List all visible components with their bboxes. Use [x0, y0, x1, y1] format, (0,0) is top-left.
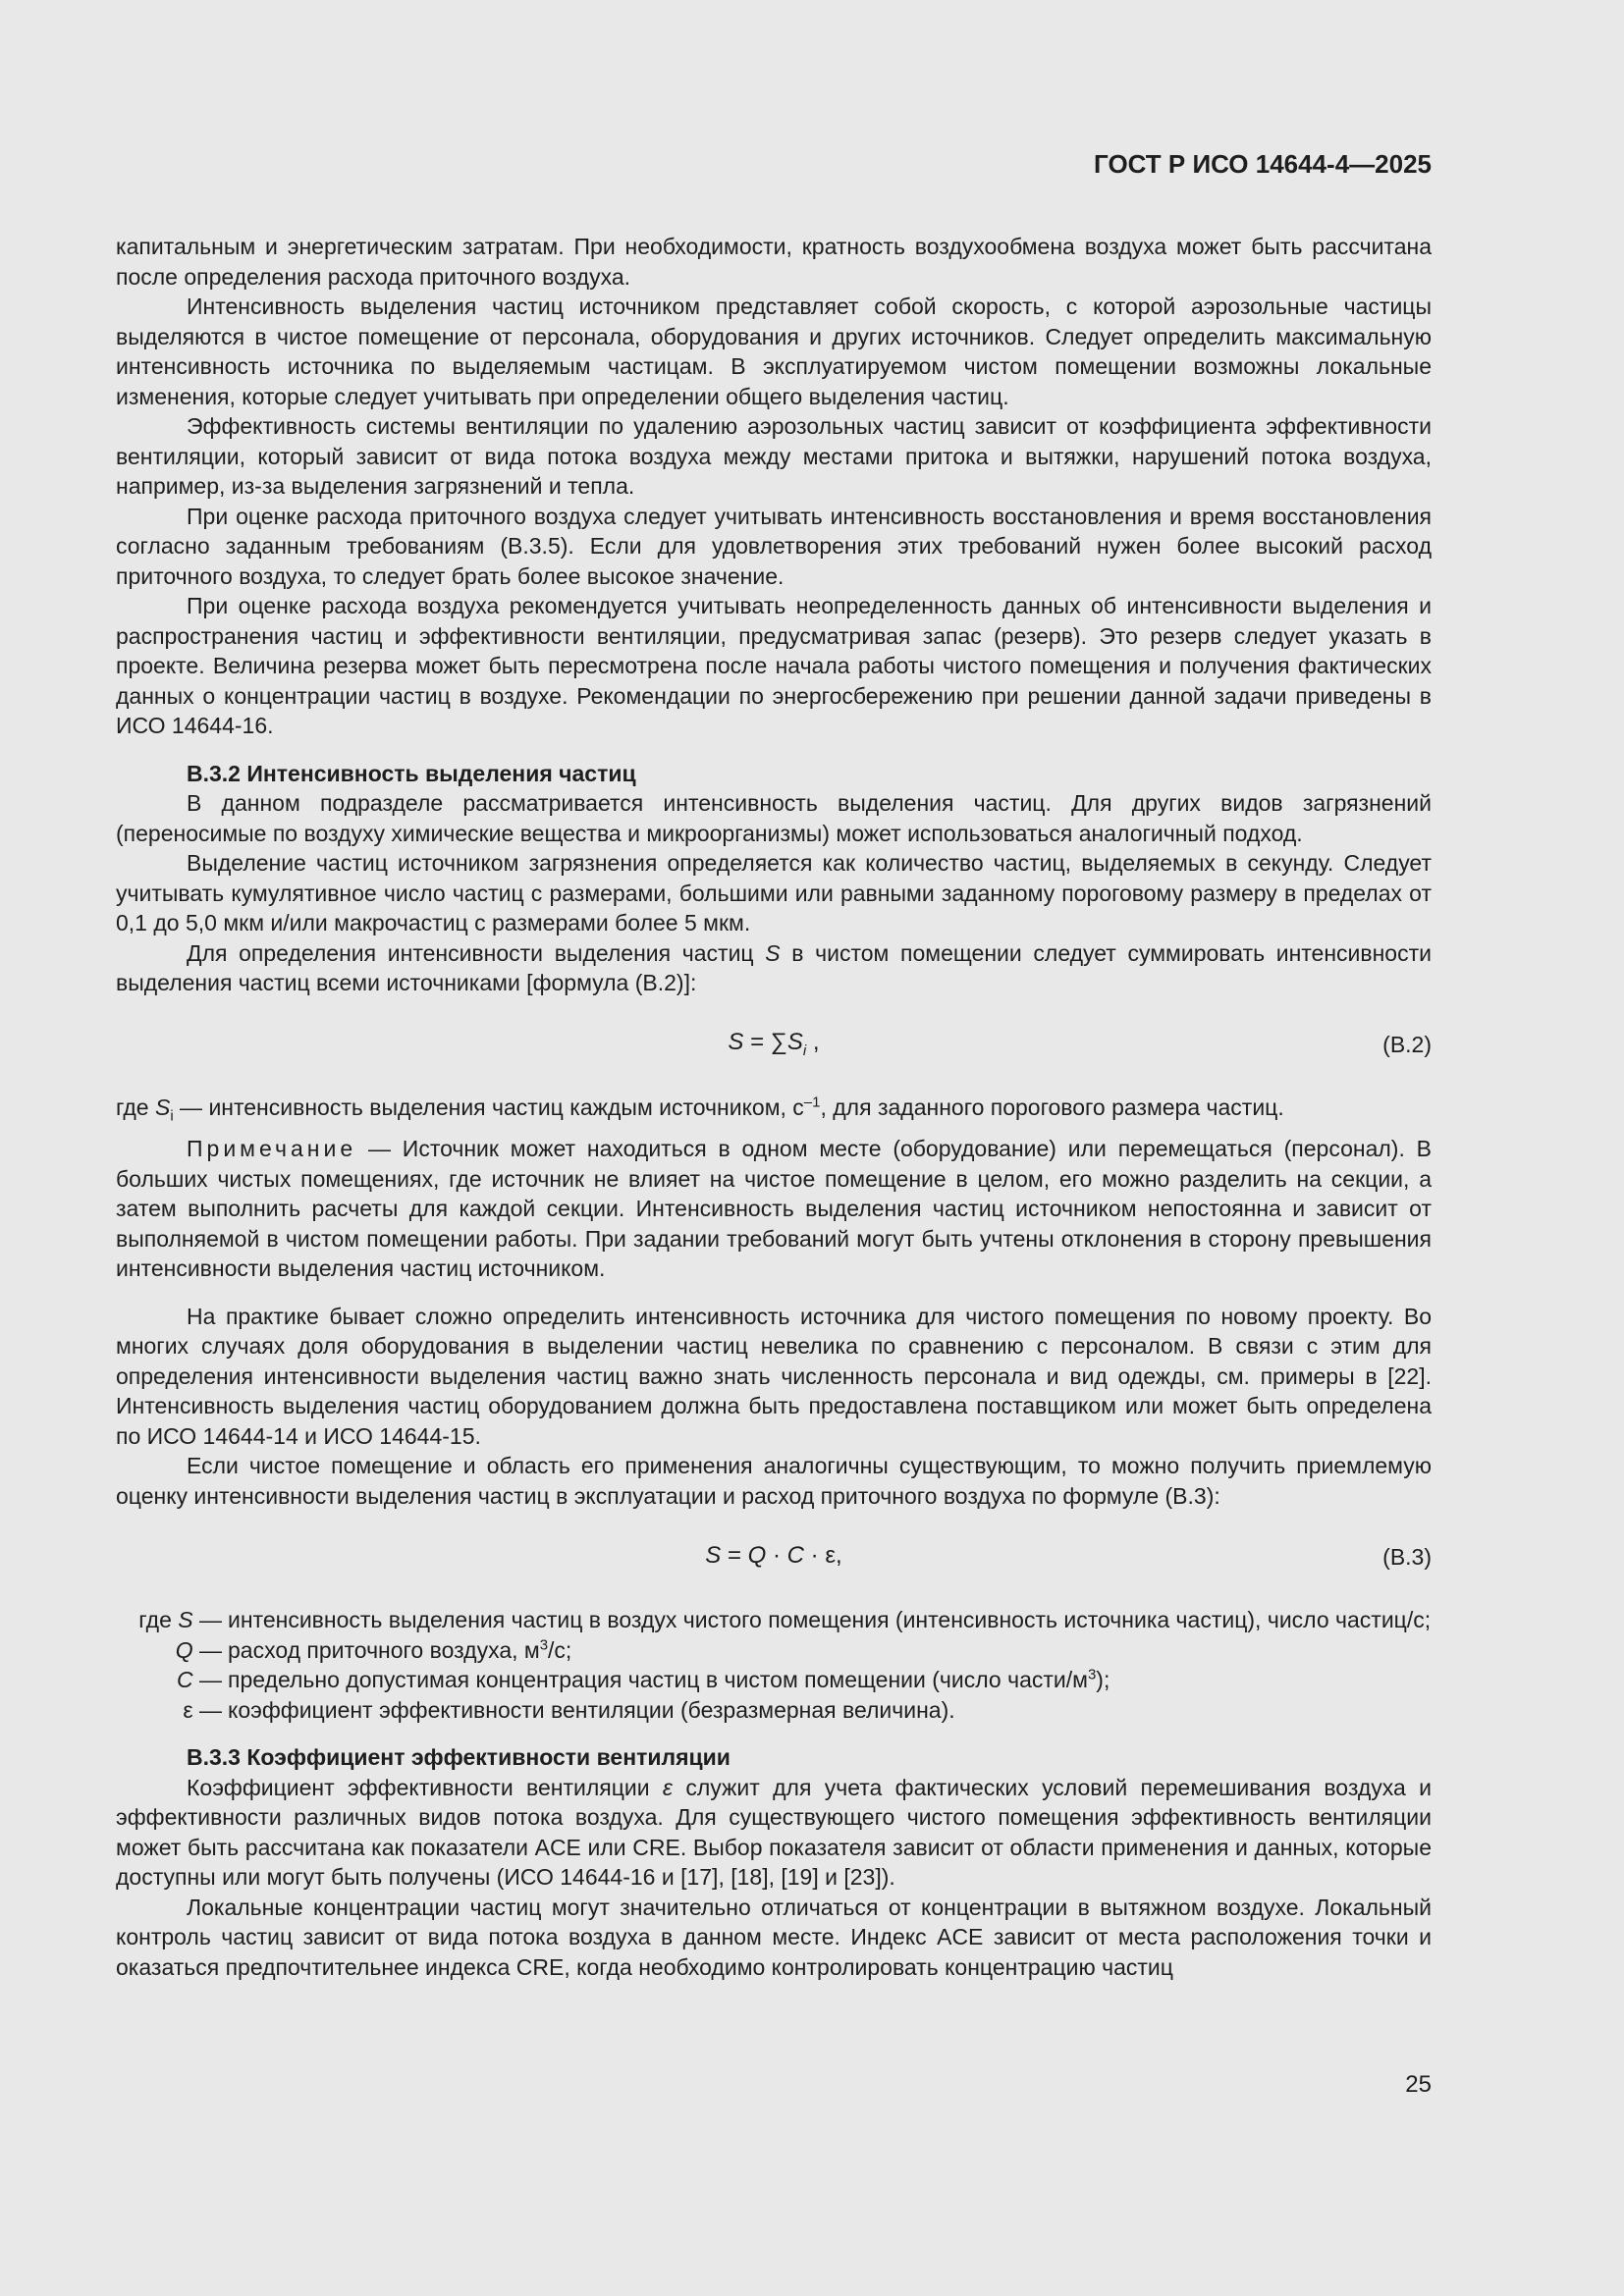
formula-b2-row	[116, 1022, 1432, 1065]
paragraph-b33-local: Локальные концентрации частиц могут значительно отличаться от концентрации в вытяжном воздухе. Локальный контроль частиц зависит от вида потока воздуха в данном месте. Индекс ACE зависит от места расположения точки и оказаться предпочтительнее индекса CRE, когда необходимо контролировать концентрацию частиц	[116, 1894, 1432, 1980]
formula-s: S	[705, 1541, 722, 1569]
note-label: Примечание	[187, 1136, 357, 1161]
paragraph-b32-formula-intro: Если чистое помещение и область его применения аналогичны существующим, то можно получить приемлемую оценку интенсивности выделения частиц в эксплуатации и расход приточного воздуха по формуле (В.3):	[116, 1453, 1432, 1509]
formula-subscript: i	[802, 1042, 807, 1060]
legend-sym: Q	[175, 1636, 193, 1663]
legend-text	[228, 1635, 1432, 1666]
text-part: Для определения интенсивности выделения частиц	[187, 939, 766, 966]
where-text-end: , для заданного порогового размера частиц.	[820, 1094, 1284, 1120]
note-b32	[116, 1134, 1432, 1284]
formula-c: C	[786, 1541, 804, 1569]
formula-eq: =	[721, 1541, 748, 1569]
legend-sup: 3	[1087, 1666, 1097, 1683]
document-header: ГОСТ Р ИСО 14644-4—2025	[1094, 149, 1432, 179]
legend-lead: где	[138, 1607, 179, 1632]
paragraph-emission-rate: Интенсивность выделения частиц источником представляет собой скорость, с которой аэрозольные частицы выделяются в чистое помещение от персонала, оборудования и других источников. Следует определить максимальную интенсивность источника по выделяемым частицам. В эксплуатируемом чистом помещении возможны локальные изменения, которые следует учитывать при определении общего выделения частиц.	[116, 294, 1432, 409]
text-part: служит для учета фактических условий перемешивания воздуха и эффективности различных видов потока воздуха. Для существующего чистого помещения эффективность вентиляции может быть рассчитана как показатели ACE или CRE. Выбор показателя зависит от области применения и данных, которые доступны или могут быть получены (ИСО 14644-16 и [17], [18], [19] и [23]).	[116, 1774, 1432, 1890]
legend-symbol	[116, 1635, 222, 1666]
legend-sym: C	[176, 1667, 193, 1692]
legend-symbol	[116, 1695, 222, 1726]
formula-lhs: S	[728, 1029, 744, 1056]
formula-b3-number: (В.3)	[1382, 1544, 1432, 1570]
paragraph-reserve: При оценке расхода воздуха рекомендуется учитывать неопределенность данных об интенсивности выделения и распространения частиц и эффективности вентиляции, предусматривая запас (резерв). Это резерв следует указать в проекте. Величина резерва может быть пересмотрена после начала работы чистого помещения и получения фактических данных о концентрации частиц в воздухе. Рекомендации по энергосбережению при решении данной задачи приведены в ИСО 14644-16.	[116, 593, 1432, 738]
legend-b3	[116, 1605, 1432, 1725]
paragraph-b32-intro: В данном подразделе рассматривается интенсивность выделения частиц. Для других видов загрязнений (переносимые по воздуху химические вещества и микроорганизмы) может использоваться аналогичный подход.	[116, 790, 1432, 846]
legend-sym: ε	[183, 1696, 193, 1723]
formula-b2-number: (В.2)	[1382, 1031, 1432, 1057]
where-lead: где	[116, 1094, 155, 1120]
formula-tail: ,	[806, 1029, 820, 1056]
where-text: интенсивность выделения частиц каждым источником, с	[208, 1094, 804, 1120]
where-sup: –1	[803, 1093, 821, 1110]
paragraph-b33-coefficient	[116, 1773, 1432, 1893]
formula-b2	[728, 1028, 819, 1058]
legend-text	[228, 1665, 1432, 1695]
legend-text-part: предельно допустимая концентрация частиц в чистом помещении (число части/м	[228, 1667, 1088, 1692]
where-dash: —	[173, 1094, 209, 1120]
formula-dot: ·	[766, 1541, 787, 1569]
formula-b3-row	[116, 1534, 1432, 1577]
paragraph-b32-practice: На практике бывает сложно определить интенсивность источника для чистого помещения по новому проекту. Во многих случаях доля оборудования в выделении частиц невелика по сравнению с персоналом. В связи с этим для определения интенсивности выделения частиц важно знать численность персонала и вид одежды, см. примеры в [22]. Интенсивность выделения частиц оборудованием должна быть предоставлена поставщиком или может быть определена по ИСО 14644-14 и ИСО 14644-15.	[116, 1303, 1432, 1449]
legend-dash: —	[192, 1636, 222, 1663]
legend-symbol	[116, 1605, 222, 1635]
legend-dash: —	[192, 1696, 222, 1723]
legend-text: коэффициент эффективности вентиляции (безразмерная величина).	[228, 1696, 955, 1723]
paragraph-continuation: капитальным и энергетическим затратам. При необходимости, кратность воздухообмена воздуха может быть рассчитана после определения расхода приточного воздуха.	[116, 234, 1432, 290]
where-symbol-sub: i	[170, 1107, 174, 1125]
formula-q: Q	[747, 1541, 767, 1569]
legend-dash: —	[192, 1667, 222, 1692]
legend-symbol	[116, 1665, 222, 1695]
legend-text-part: /с;	[548, 1636, 572, 1663]
note-dash: —	[356, 1136, 403, 1161]
formula-eps: ε,	[825, 1541, 842, 1569]
section-heading-b32: В.3.2 Интенсивность выделения частиц	[187, 760, 636, 786]
text-part: Коэффициент эффективности вентиляции	[187, 1774, 663, 1800]
legend-sym: S	[178, 1607, 193, 1632]
paragraph-ventilation-efficiency: Эффективность системы вентиляции по удалению аэрозольных частиц зависит от коэффициента эффективности вентиляции, который зависит от вида потока воздуха между местами притока и вытяжки, нарушений потока воздуха, например, из-за выделения загрязнений и тепла.	[116, 413, 1432, 499]
formula-term: S	[786, 1029, 803, 1056]
where-b2	[116, 1093, 1432, 1123]
legend-text-part: расход приточного воздуха, м	[228, 1636, 540, 1663]
legend-text: интенсивность выделения частиц в воздух чистого помещения (интенсивность источника частиц), число частиц/с;	[228, 1607, 1432, 1632]
legend-dash: —	[192, 1607, 222, 1632]
formula-sum-sign: = ∑	[743, 1029, 787, 1056]
legend-text-part: );	[1096, 1667, 1110, 1692]
symbol-s: S	[765, 939, 781, 966]
symbol-epsilon: ε	[662, 1774, 674, 1800]
formula-dot: ·	[804, 1541, 826, 1569]
where-symbol: S	[154, 1094, 171, 1120]
formula-b3	[705, 1541, 841, 1572]
text-part: в чистом помещении следует суммировать интенсивности выделения частиц всеми источниками [формула (В.2)]:	[116, 939, 1432, 995]
paragraph-recovery: При оценке расхода приточного воздуха следует учитывать интенсивность восстановления и время восстановления согласно заданным требованиям (В.3.5). Если для удовлетворения этих требований нужен более высокий расход приточного воздуха, то следует брать более высокое значение.	[116, 503, 1432, 589]
paragraph-b32-definition: Выделение частиц источником загрязнения определяется как количество частиц, выделяемых в секунду. Следует учитывать кумулятивное число частиц с размерами, большими или равными заданному пороговому размеру в пределах от 0,1 до 5,0 мкм и/или макрочастиц с размерами более 5 мкм.	[116, 850, 1432, 935]
legend-sup: 3	[539, 1635, 549, 1653]
paragraph-b32-sum	[116, 938, 1432, 998]
document-body	[116, 232, 1432, 1982]
section-heading-b33: В.3.3 Коэффициент эффективности вентиляции	[187, 1744, 731, 1770]
note-text: Источник может находиться в одном месте (оборудование) или перемещаться (персонал). В больших чистых помещениях, где источник не влияет на чистое помещение в целом, его можно разделить на секции, а затем выполнить расчеты для каждой секции. Интенсивность выделения частиц источником непостоянна и зависит от выполняемой в чистом помещении работы. При задании требований могут быть учтены отклонения в сторону превышения интенсивности выделения частиц источником.	[116, 1136, 1433, 1281]
page-number: 25	[1405, 2071, 1432, 2098]
